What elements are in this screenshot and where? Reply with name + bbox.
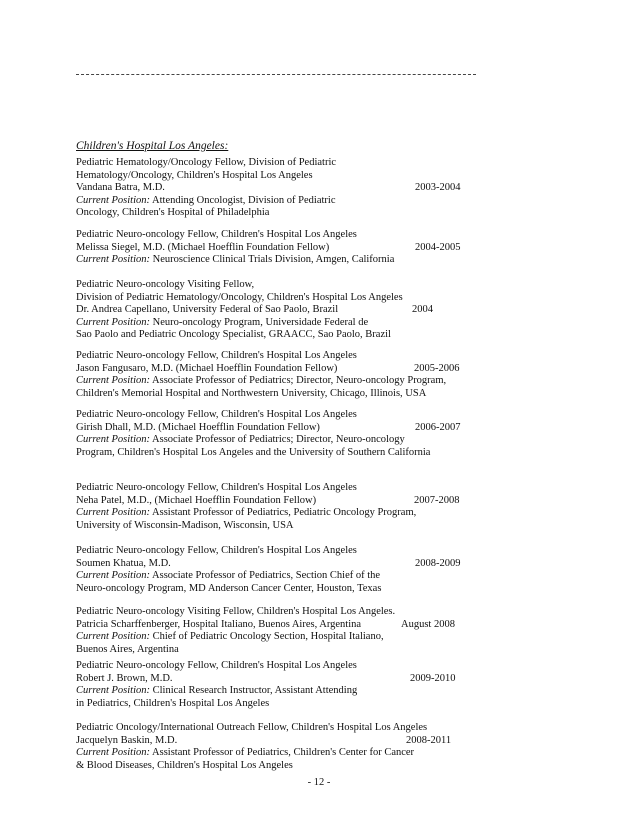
fellow-name-line (76, 735, 466, 748)
current-position-value: Neuroscience Clinical Trials Division, Amgen, California (152, 254, 395, 266)
current-position-line (76, 685, 466, 698)
fellow-entry (76, 350, 466, 400)
fellow-entry (76, 660, 466, 710)
fellow-entry (76, 545, 466, 595)
fellow-name: Neha Patel, M.D., (Michael Hoefflin Foundation Fellow) (76, 494, 317, 506)
page-number: - 12 - (307, 777, 331, 788)
current-position-continuation: & Blood Diseases, Children's Hospital Los Angeles (76, 759, 293, 771)
fellow-entry (76, 229, 466, 267)
current-position-line (76, 434, 466, 447)
fellowship-dates: 2008-2011 (406, 734, 452, 746)
fellowship-description: Pediatric Neuro-oncology Fellow, Children's Hospital Los Angeles (76, 350, 357, 361)
fellowship-dates: 2005-2006 (414, 362, 460, 374)
current-position-value: Clinical Research Instructor, Assistant Attending (152, 685, 358, 697)
current-position-line (76, 570, 466, 583)
fellowship-dates: 2008-2009 (415, 557, 461, 569)
current-position-line (76, 254, 466, 267)
fellow-entry (76, 409, 466, 459)
fellowship-description: Hematology/Oncology, Children's Hospital Los Angeles (76, 169, 313, 181)
current-position-label: Current Position: (76, 507, 150, 519)
current-position-continuation: Buenos Aires, Argentina (76, 643, 179, 655)
fellow-name-line (76, 495, 466, 508)
fellow-name-line (76, 182, 466, 195)
dashed-separator (76, 74, 476, 75)
current-position-continuation: Children's Memorial Hospital and Northwestern University, Chicago, Illinois, USA (76, 387, 427, 399)
current-position-label: Current Position: (76, 570, 150, 582)
current-position-line (76, 631, 466, 644)
current-position-line (76, 507, 466, 520)
fellow-name: Patricia Scharffenberger, Hospital Italiano, Buenos Aires, Argentina (76, 618, 362, 630)
current-position-line (76, 317, 466, 330)
fellowship-dates: 2004 (412, 304, 433, 316)
section-heading: Children's Hospital Los Angeles: (76, 140, 229, 152)
fellowship-description: Pediatric Oncology/International Outreach Fellow, Children's Hospital Los Angeles (76, 722, 428, 733)
fellowship-description: Pediatric Neuro-oncology Fellow, Children's Hospital Los Angeles (76, 482, 357, 493)
current-position-line (76, 375, 466, 388)
fellowship-dates: 2006-2007 (415, 421, 461, 433)
fellow-name: Melissa Siegel, M.D. (Michael Hoefflin Foundation Fellow) (76, 241, 330, 253)
fellow-name: Dr. Andrea Capellano, University Federal of Sao Paolo, Brazil (76, 304, 339, 316)
fellowship-dates: August 2008 (401, 618, 455, 630)
fellow-name: Vandana Batra, M.D. (76, 182, 165, 194)
current-position-label: Current Position: (76, 316, 150, 328)
current-position-label: Current Position: (76, 434, 150, 446)
current-position-continuation: Program, Children's Hospital Los Angeles and the University of Southern California (76, 446, 431, 458)
fellow-entry (76, 606, 466, 656)
fellow-name: Soumen Khatua, M.D. (76, 557, 171, 569)
current-position-continuation: Oncology, Children's Hospital of Philadelphia (76, 207, 270, 219)
current-position-label: Current Position: (76, 685, 150, 697)
current-position-continuation: in Pediatrics, Children's Hospital Los Angeles (76, 697, 270, 709)
fellowship-dates: 2009-2010 (410, 672, 456, 684)
fellow-name-line (76, 363, 466, 376)
current-position-line (76, 747, 466, 760)
current-position-value: Associate Professor of Pediatrics; Director, Neuro-oncology (152, 434, 405, 446)
fellowship-description: Pediatric Neuro-oncology Visiting Fellow, Children's Hospital Los Angeles. (76, 606, 396, 617)
fellow-entry (76, 722, 466, 772)
current-position-label: Current Position: (76, 254, 150, 266)
current-position-label: Current Position: (76, 375, 150, 387)
current-position-label: Current Position: (76, 747, 150, 759)
current-position-value: Attending Oncologist, Division of Pediatric (152, 194, 336, 206)
current-position-value: Assistant Professor of Pediatrics, Pediatric Oncology Program, (152, 507, 417, 519)
fellow-name: Robert J. Brown, M.D. (76, 672, 173, 684)
fellowship-description: Pediatric Neuro-oncology Fellow, Children's Hospital Los Angeles (76, 545, 357, 556)
fellow-name-line (76, 422, 466, 435)
fellowship-dates: 2004-2005 (415, 241, 461, 253)
current-position-label: Current Position: (76, 194, 150, 206)
current-position-line (76, 195, 466, 208)
current-position-value: Assistant Professor of Pediatrics, Children's Center for Cancer (152, 747, 415, 759)
fellowship-dates: 2003-2004 (415, 182, 461, 194)
fellowship-description: Pediatric Neuro-oncology Visiting Fellow, (76, 279, 255, 290)
fellowship-description: Pediatric Neuro-oncology Fellow, Children's Hospital Los Angeles (76, 409, 357, 420)
fellow-name-line (76, 242, 466, 255)
current-position-value: Associate Professor of Pediatrics; Director, Neuro-oncology Program, (152, 375, 447, 387)
fellow-name-line (76, 673, 466, 686)
current-position-continuation: University of Wisconsin-Madison, Wisconsin, USA (76, 519, 294, 531)
current-position-label: Current Position: (76, 631, 150, 643)
fellowship-description: Division of Pediatric Hematology/Oncology, Children's Hospital Los Angeles (76, 291, 403, 303)
fellow-name: Jason Fangusaro, M.D. (Michael Hoefflin Foundation Fellow) (76, 362, 338, 374)
fellow-entry (76, 157, 466, 220)
fellowship-description: Pediatric Neuro-oncology Fellow, Children's Hospital Los Angeles (76, 229, 357, 240)
fellowship-description: Pediatric Neuro-oncology Fellow, Children's Hospital Los Angeles (76, 660, 357, 671)
current-position-value: Neuro-oncology Program, Universidade Federal de (152, 316, 369, 328)
fellow-name: Girish Dhall, M.D. (Michael Hoefflin Foundation Fellow) (76, 421, 320, 433)
fellowship-description: Pediatric Hematology/Oncology Fellow, Division of Pediatric (76, 157, 337, 168)
fellow-name-line (76, 304, 466, 317)
fellow-name-line (76, 619, 466, 632)
fellow-name: Jacquelyn Baskin, M.D. (76, 734, 178, 746)
fellow-entry (76, 279, 466, 342)
current-position-value: Associate Professor of Pediatrics, Section Chief of the (152, 570, 381, 582)
fellow-entry (76, 482, 466, 532)
fellow-name-line (76, 558, 466, 571)
current-position-value: Chief of Pediatric Oncology Section, Hospital Italiano, (152, 631, 384, 643)
fellowship-dates: 2007-2008 (414, 494, 460, 506)
current-position-continuation: Sao Paolo and Pediatric Oncology Specialist, GRAACC, Sao Paolo, Brazil (76, 329, 391, 341)
current-position-continuation: Neuro-oncology Program, MD Anderson Cancer Center, Houston, Texas (76, 582, 382, 594)
